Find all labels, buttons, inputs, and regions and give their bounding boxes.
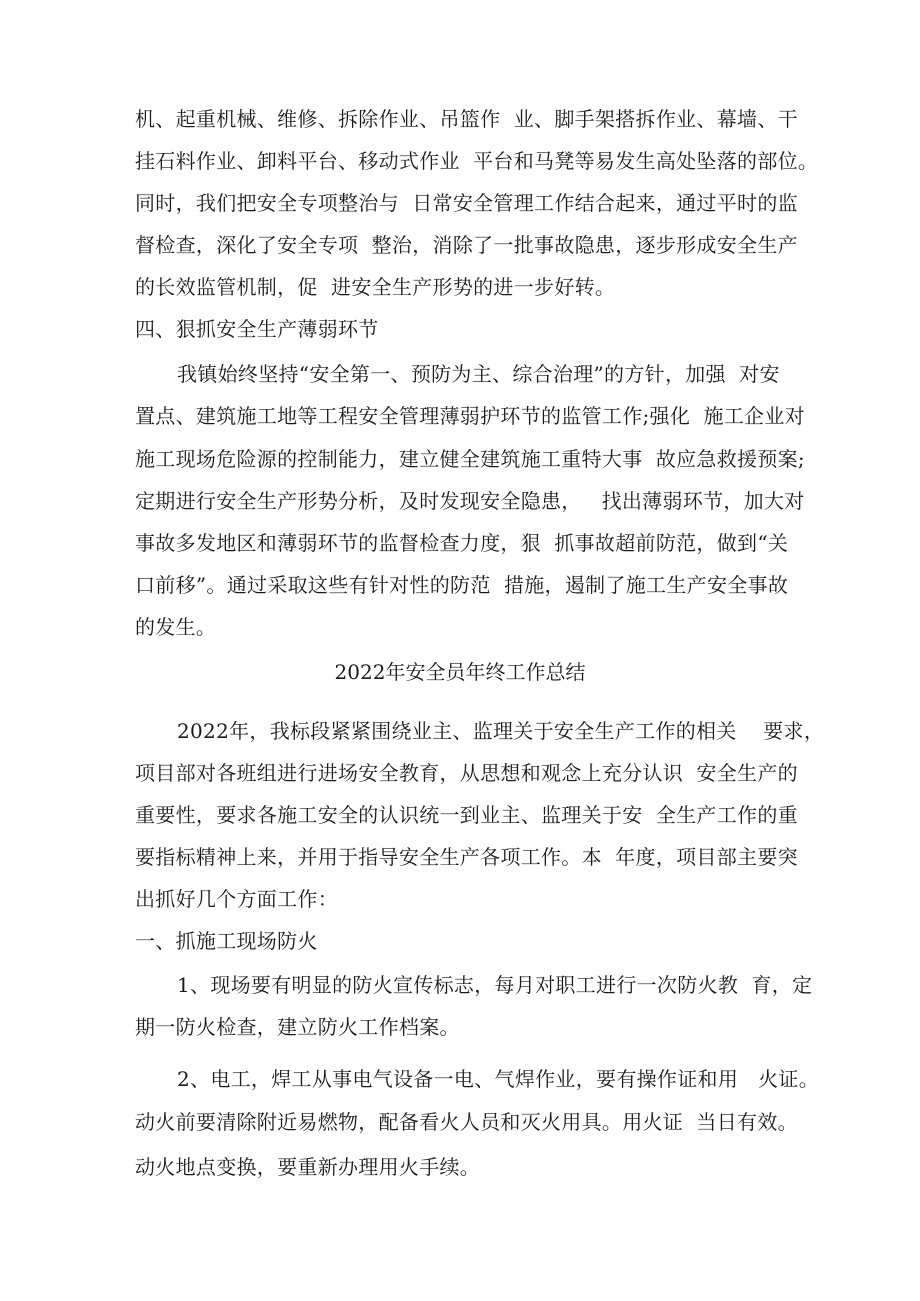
paragraph-line: 2、电工，焊工从事电气设备一电、气焊作业，要有操作证和用 火证。 bbox=[177, 1067, 819, 1091]
paragraph-line: 要指标精神上来，并用于指导安全生产各项工作。本 年度，项目部主要突 bbox=[135, 845, 798, 869]
paragraph-line: 同时，我们把安全专项整治与 日常安全管理工作结合起来，通过平时的监 bbox=[135, 191, 798, 215]
paragraph-line: 机、起重机械、维修、拆除作业、吊篮作 业、脚手架搭拆作业、幕墙、干 bbox=[135, 107, 798, 131]
paragraph-line: 的长效监管机制，促 进安全生产形势的进一步好转。 bbox=[135, 275, 616, 299]
paragraph-line: 挂石料作业、卸料平台、移动式作业 平台和马凳等易发生高处坠落的部位。 bbox=[135, 149, 819, 173]
section-heading: 四、狠抓安全生产薄弱环节 bbox=[135, 317, 379, 341]
section-heading: 一、抓施工现场防火 bbox=[135, 929, 318, 953]
paragraph-line: 定期进行安全生产形势分析，及时发现安全隐患， 找出薄弱环节，加大对 bbox=[135, 489, 805, 513]
paragraph-line: 置点、建筑施工地等工程安全管理薄弱护环节的监管工作;强化 施工企业对 bbox=[135, 404, 805, 428]
paragraph-line: 2022年，我标段紧紧围绕业主、监理关于安全生产工作的相关 要求， bbox=[177, 719, 825, 743]
paragraph-line: 出抓好几个方面工作： bbox=[135, 887, 338, 911]
paragraph-line: 项目部对各班组进行进场安全教育，从思想和观念上充分认识 安全生产的 bbox=[135, 761, 798, 785]
paragraph-line: 我镇始终坚持“安全第一、预防为主、综合治理”的方针，加强 对安 bbox=[177, 362, 780, 386]
paragraph-line: 的发生。 bbox=[135, 615, 217, 639]
paragraph-line: 期一防火检查，建立防火工作档案。 bbox=[135, 1015, 460, 1039]
paragraph-line: 重要性，要求各施工安全的认识统一到业主、监理关于安 全生产工作的重 bbox=[135, 803, 798, 827]
paragraph-line: 动火地点变换，要重新办理用火手续。 bbox=[135, 1155, 481, 1179]
paragraph-line: 施工现场危险源的控制能力，建立健全建筑施工重特大事 故应急救援预案; bbox=[135, 447, 805, 471]
paragraph-line: 事故多发地区和薄弱环节的监督检查力度，狠 抓事故超前防范，做到“关 bbox=[135, 531, 789, 555]
paragraph-line: 口前移”。通过采取这些有针对性的防范 措施，遏制了施工生产安全事故 bbox=[135, 573, 789, 597]
document-title: 2022年安全员年终工作总结 bbox=[334, 660, 586, 684]
paragraph-line: 1、现场要有明显的防火宣传标志，每月对职工进行一次防火教 育，定 bbox=[177, 973, 813, 997]
paragraph-line: 动火前要清除附近易燃物，配备看火人员和灭火用具。用火证 当日有效。 bbox=[135, 1110, 798, 1134]
paragraph-line: 督检查，深化了安全专项 整治，消除了一批事故隐患，逐步形成安全生产 bbox=[135, 233, 798, 257]
